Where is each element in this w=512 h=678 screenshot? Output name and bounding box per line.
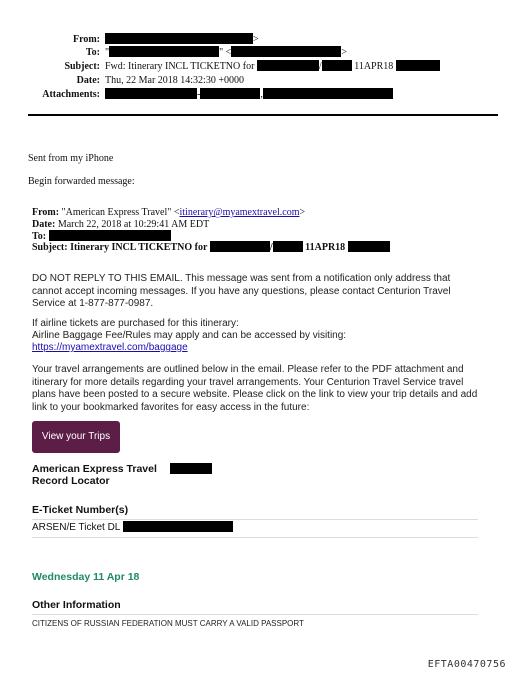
header-subject-sep: /	[318, 61, 322, 72]
eticket-row	[32, 521, 233, 534]
header-to-label: To:	[85, 47, 100, 58]
header-subject-value: Fwd: Itinerary INCL TICKETNO for	[105, 61, 255, 72]
forwarded-from-email-link[interactable]: itinerary@myamextravel.com	[179, 207, 300, 218]
header-to-suffix: >	[341, 47, 347, 58]
forwarded-subject-value: Itinerary INCL TICKETNO for	[70, 242, 208, 253]
forwarded-date-label: Date:	[32, 219, 56, 230]
baggage-line-2: Airline Baggage Fee/Rules may apply and can be accessed by visiting:	[32, 330, 347, 341]
redacted-block	[257, 60, 319, 71]
eticket-bottom-divider	[32, 537, 478, 538]
header-attachments-sep1: -	[197, 89, 201, 100]
header-subject-row	[64, 60, 440, 74]
redacted-block	[263, 88, 393, 99]
redacted-block	[170, 463, 212, 474]
eticket-value: ARSEN/E Ticket DL	[32, 522, 120, 533]
baggage-link[interactable]: https://myamextravel.com/baggage	[32, 342, 188, 353]
arrangements-text: Your travel arrangements are outlined below in the email. Please refer to the PDF attachment and itinerary for more details regarding your travel arrangements. Your Centurion Travel Service travel plans have been posted to a secure website. Please click on the link to view your trip details and add link to your bookmarked favorites for easy access in the future:	[32, 364, 478, 413]
header-attachments-row	[42, 88, 393, 102]
header-divider	[28, 114, 498, 116]
other-info-text: CITIZENS OF RUSSIAN FEDERATION MUST CARRY A VALID PASSPORT	[32, 619, 304, 628]
redacted-block	[109, 46, 219, 57]
header-attachments-label: Attachments:	[42, 89, 100, 100]
redacted-block	[231, 46, 341, 57]
header-to-row	[85, 46, 347, 60]
redacted-block	[105, 33, 253, 44]
header-date-label: Date:	[76, 75, 100, 86]
forwarded-from-row	[32, 207, 305, 219]
redacted-block	[322, 60, 352, 71]
document-stamp: EFTA00470756	[427, 659, 506, 670]
forwarded-from-label: From:	[32, 207, 60, 218]
forwarded-subject-sep: /	[269, 242, 273, 253]
trip-date: Wednesday 11 Apr 18	[32, 571, 140, 583]
header-date-row	[76, 74, 244, 88]
header-date-value: Thu, 22 Mar 2018 14:32:30 +0000	[105, 75, 244, 86]
forwarded-from-name: "American Express Travel" <	[61, 207, 180, 218]
redacted-block	[396, 60, 440, 71]
header-subject-date: 11APR18	[354, 61, 394, 72]
no-reply-notice: DO NOT REPLY TO THIS EMAIL. This message was sent from a notification only address that cannot accept incoming messages. If you have any questions, please contact Centurion Travel Service at 1-877-877-0987.	[32, 273, 451, 309]
begin-forwarded-text: Begin forwarded message:	[28, 176, 135, 187]
forwarded-subject-row	[32, 241, 390, 254]
header-attachments-sep2: ,	[260, 89, 263, 100]
header-to-prefix: "	[105, 47, 110, 58]
redacted-block	[200, 88, 260, 99]
forwarded-from-suffix: >	[299, 207, 306, 218]
header-from-suffix: >	[253, 34, 259, 45]
redacted-block	[210, 241, 270, 252]
header-to-middle: " <	[219, 47, 232, 58]
redacted-block	[49, 230, 171, 241]
other-info-heading: Other Information	[32, 599, 121, 611]
forwarded-subject-date: 11APR18	[305, 242, 346, 253]
redacted-block	[123, 521, 233, 532]
redacted-block	[273, 241, 303, 252]
other-info-divider	[32, 614, 478, 615]
baggage-link-row	[32, 342, 482, 355]
eticket-divider	[32, 519, 478, 520]
sent-from-text: Sent from my iPhone	[28, 153, 114, 164]
header-from-row	[72, 33, 259, 47]
eticket-heading: E-Ticket Number(s)	[32, 504, 129, 516]
header-from-label: From:	[72, 34, 100, 45]
forwarded-subject-label: Subject:	[32, 242, 68, 253]
record-line-1-row	[32, 463, 212, 475]
redacted-block	[105, 88, 197, 99]
view-trips-button[interactable]: View your Trips	[32, 421, 120, 453]
record-company: American Express Travel	[32, 463, 157, 475]
forwarded-to-label: To:	[32, 231, 47, 242]
baggage-line-1: If airline tickets are purchased for this itinerary:	[32, 318, 239, 329]
header-subject-label: Subject:	[64, 61, 100, 72]
record-locator-label: Record Locator	[32, 475, 110, 487]
redacted-block	[348, 241, 390, 252]
forwarded-date-value: March 22, 2018 at 10:29:41 AM EDT	[57, 219, 210, 230]
